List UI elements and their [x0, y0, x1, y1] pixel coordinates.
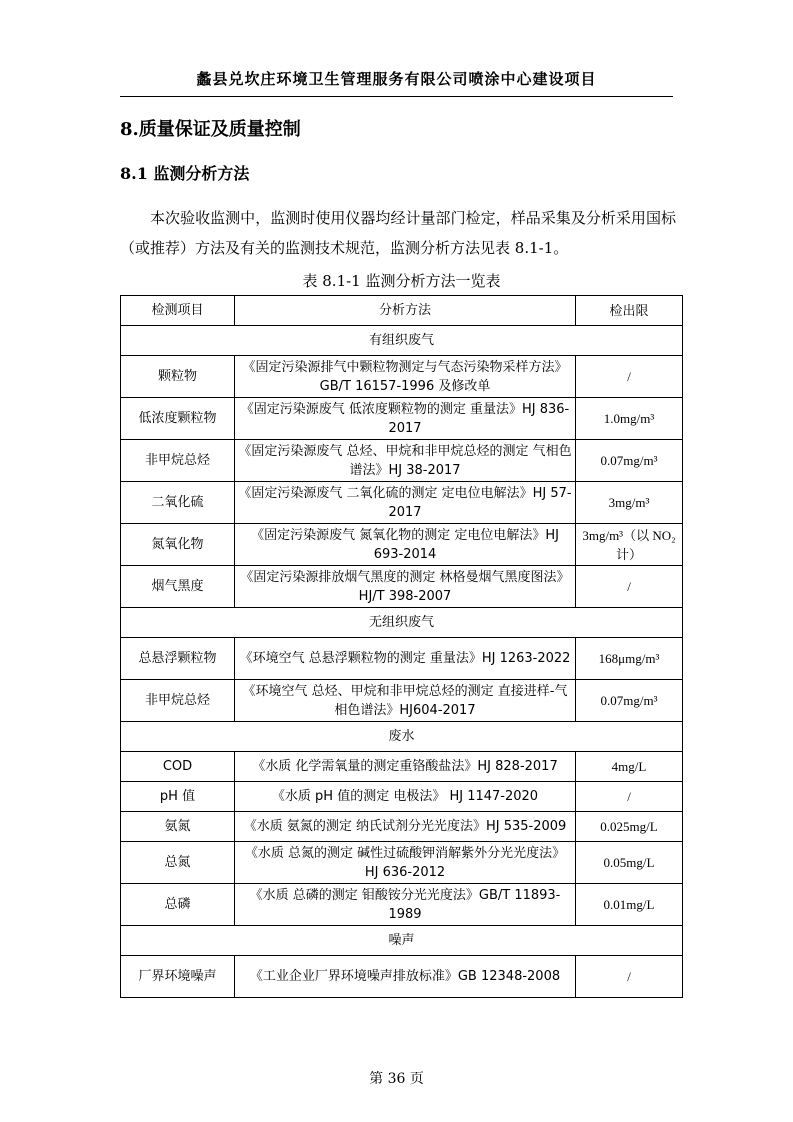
cell-item: 厂界环境噪声 [121, 956, 235, 998]
cell-item: 非甲烷总烃 [121, 680, 235, 722]
cell-item: 颗粒物 [121, 356, 235, 398]
table-row [121, 752, 683, 782]
cell-method: 《工业企业厂界环境噪声排放标准》GB 12348-2008 [235, 956, 576, 998]
cell-method: 《水质 总氮的测定 碱性过硫酸钾消解紫外分光光度法》 HJ 636-2012 [235, 842, 576, 884]
column-header-limit: 检出限 [576, 296, 683, 326]
cell-method: 《固定污染源废气 低浓度颗粒物的测定 重量法》HJ 836-2017 [235, 398, 576, 440]
column-header-method: 分析方法 [235, 296, 576, 326]
table-row [121, 482, 683, 524]
cell-method: 《水质 化学需氧量的测定重铬酸盐法》HJ 828-2017 [235, 752, 576, 782]
cell-limit: 0.025mg/L [576, 812, 683, 842]
cell-item: 总氮 [121, 842, 235, 884]
cell-limit: / [576, 956, 683, 998]
methods-table [120, 295, 683, 998]
cell-method: 《固定污染源废气 总烃、甲烷和非甲烷总烃的测定 气相色谱法》HJ 38-2017 [235, 440, 576, 482]
table-row [121, 398, 683, 440]
table-row [121, 956, 683, 998]
table-row [121, 842, 683, 884]
table-section-row [121, 722, 683, 752]
column-header-item: 检测项目 [121, 296, 235, 326]
section-heading: 8.质量保证及质量控制 [120, 119, 301, 140]
cell-limit: 1.0mg/m³ [576, 398, 683, 440]
table-row [121, 638, 683, 680]
table-section-row [121, 926, 683, 956]
section-title: 有组织废气 [121, 326, 683, 356]
section-title: 噪声 [121, 926, 683, 956]
cell-method: 《水质 总磷的测定 钼酸铵分光光度法》GB/T 11893-1989 [235, 884, 576, 926]
cell-limit: 0.07mg/m³ [576, 680, 683, 722]
cell-limit: 3mg/m³ [576, 482, 683, 524]
cell-limit: / [576, 782, 683, 812]
cell-method: 《水质 pH 值的测定 电极法》 HJ 1147-2020 [235, 782, 576, 812]
table-row [121, 782, 683, 812]
section-title: 废水 [121, 722, 683, 752]
table-row [121, 566, 683, 608]
cell-item: 总悬浮颗粒物 [121, 638, 235, 680]
table-header-row [121, 296, 683, 326]
cell-item: 低浓度颗粒物 [121, 398, 235, 440]
header-divider [120, 96, 673, 97]
cell-item: 总磷 [121, 884, 235, 926]
cell-limit: 168μmg/m³ [576, 638, 683, 680]
cell-limit: 0.01mg/L [576, 884, 683, 926]
cell-method: 《固定污染源排放烟气黑度的测定 林格曼烟气黑度图法》HJ/T 398-2007 [235, 566, 576, 608]
cell-method: 《固定污染源废气 二氧化硫的测定 定电位电解法》HJ 57-2017 [235, 482, 576, 524]
page-header: 蠡县兑坎庄环境卫生管理服务有限公司喷涂中心建设项目 [196, 70, 597, 88]
table-row [121, 440, 683, 482]
page-footer: 第 36 页 [369, 1071, 424, 1087]
cell-method: 《环境空气 总悬浮颗粒物的测定 重量法》HJ 1263-2022 [235, 638, 576, 680]
cell-item: COD [121, 752, 235, 782]
table-caption: 表 8.1-1 监测分析方法一览表 [302, 272, 501, 290]
cell-item: 烟气黑度 [121, 566, 235, 608]
table-row [121, 524, 683, 566]
cell-limit: 3mg/m³（以 NO₂计） [576, 524, 683, 566]
cell-item: 氮氧化物 [121, 524, 235, 566]
cell-limit: / [576, 356, 683, 398]
section-title: 无组织废气 [121, 608, 683, 638]
cell-method: 《水质 氨氮的测定 纳氏试剂分光光度法》HJ 535-2009 [235, 812, 576, 842]
cell-limit: 4mg/L [576, 752, 683, 782]
table-section-row [121, 608, 683, 638]
cell-item: 二氧化硫 [121, 482, 235, 524]
cell-item: pH 值 [121, 782, 235, 812]
table-row [121, 884, 683, 926]
cell-limit: 0.05mg/L [576, 842, 683, 884]
cell-method: 《环境空气 总烃、甲烷和非甲烷总烃的测定 直接进样-气相色谱法》HJ604-2017 [235, 680, 576, 722]
cell-method: 《固定污染源废气 氮氧化物的测定 定电位电解法》HJ 693-2014 [235, 524, 576, 566]
table-row [121, 812, 683, 842]
cell-item: 非甲烷总烃 [121, 440, 235, 482]
table-row [121, 680, 683, 722]
cell-limit: 0.07mg/m³ [576, 440, 683, 482]
table-row [121, 356, 683, 398]
subsection-heading: 8.1 监测分析方法 [120, 164, 250, 183]
cell-limit: / [576, 566, 683, 608]
cell-method: 《固定污染源排气中颗粒物测定与气态污染物采样方法》GB/T 16157-1996 及修改单 [235, 356, 576, 398]
body-paragraph: 本次验收监测中，监测时使用仪器均经计量部门检定，样品采集及分析采用国标（或推荐）方法及有关的监测技术规范，监测分析方法见表 8.1-1。 [120, 209, 676, 257]
cell-item: 氨氮 [121, 812, 235, 842]
table-section-row [121, 326, 683, 356]
methods-table-body [121, 296, 683, 998]
